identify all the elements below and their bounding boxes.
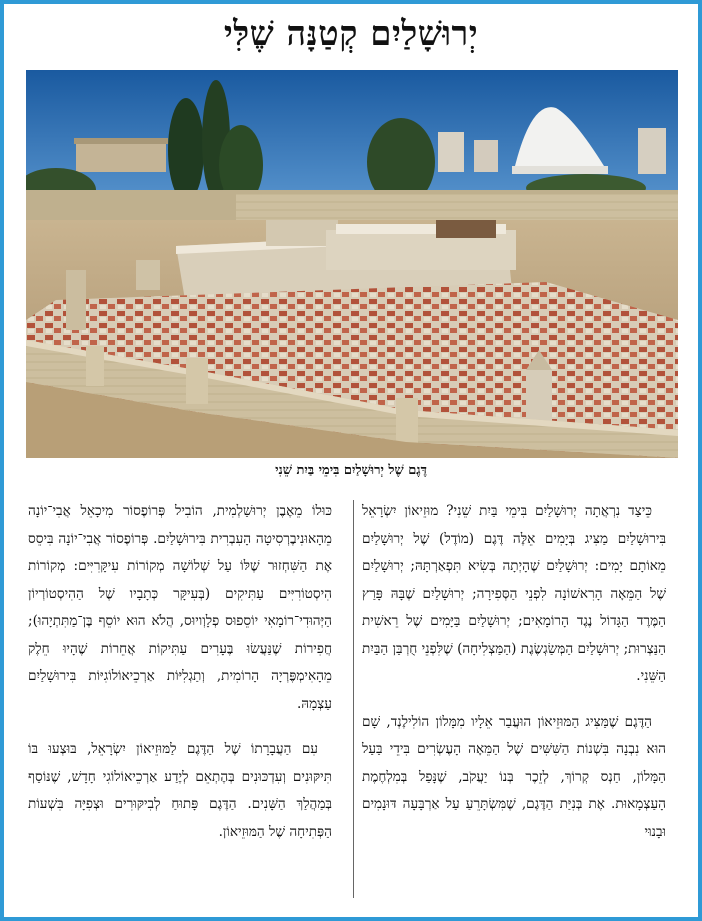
article-column-left (28, 498, 332, 864)
paragraph: הַדֶּגֶם שֶׁמַּצִּיג הַמּוּזֵיאוֹן הוּעֲבַר אֵלָיו מִמָּלוֹן הוֹלִילֶנְד, שָׁם הוּא נִבְנָה בִּשְׁנוֹת הַשִּׁשִּׁים שֶׁל הַמֵּאָה הָעֶשְׂרִים בִּידֵי בַּעַל הַמָּלוֹן, חַנְס קְרוֹךְ, לְזֵכֶר בְּנוֹ יַעֲקֹב, שֶׁנָּפַל בְּמִלְחֶמֶת הָעַצְמָאוּת. אֶת בְּנִיַּת הַדֶּגֶם, שֶׁמִּשְׂתָּרֵעַ עַל אַרְבָּעָה דּוּנָמִים וּבָנוּי (362, 713, 666, 840)
paragraph: עִם הַעֲבָרָתוֹ שֶׁל הַדֶּגֶם לַמּוּזֵיאוֹן יִשְׂרָאֵל, בּוּצְעוּ בּוֹ תִּיקּוּנִים וְעִדְכּוּנִים בְּהֶתְאֵם לְיֶדַע אַרְכֵיאוֹלוֹגִי חָדָשׁ, שֶׁנּוֹסַף בְּמַהֲלַךְ הַשָּׁנִים. הַדֶּגֶם פָּתוּחַ לְבִיקּוּרִים וּצְפִיָּה בִּשְׁעוֹת הַפְּתִיחָה שֶׁל הַמּוּזֵיאוֹן. (28, 741, 332, 840)
paragraph: כֵּיצַד נִרְאֲתָה יְרוּשָׁלַיִם בִּימֵי בַּיִת שֵׁנִי? מוּזֵיאוֹן יִשְׂרָאֵל בִּירוּשָׁלַיִם מַצִּיג בְּיָמִים אֵלֶּה דֶּגֶם (מוֹדֶל) שֶׁל יְרוּשָׁלַיִם מֵאוֹתָם יָמִים: יְרוּשָׁלַיִם שֶׁהָיְתָה בְּשִׂיא תִּפְאַרְתָּהּ; יְרוּשָׁלַיִם שֶׁל הַמֵּאָה הָרִאשׁוֹנָה לִפְנֵי הַסְּפִירָה; יְרוּשָׁלַיִם שֶׁבָּהּ פָּרַץ הַמֶּרֶד הַגָּדוֹל נֶגֶד הָרוֹמָאִים; יְרוּשָׁלַיִם בַּיָּמִים שֶׁל רֵאשִׁית הַנַּצְרוּת; יְרוּשָׁלַיִם הַמְּשַׂגְשֶׂגֶת (הַמַּצְלִיחָה) שֶׁלִּפְנֵי חֻרְבַּן הַבַּיִת הַשֵּׁנִי. (362, 503, 666, 684)
photo-caption: דֶּגֶם שֶׁל יְרוּשָׁלַיִם בִּימֵי בַּיִת שֵׁנִי (275, 463, 427, 478)
page-title: יְרוּשָׁלַיִם קְטַנָּה שֶׁלִּי (223, 14, 479, 54)
jerusalem-model-photo (26, 70, 678, 458)
article-column-right (362, 498, 666, 864)
column-divider (353, 500, 354, 898)
paragraph: כּוּלוֹ מֵאֶבֶן יְרוּשַׁלְמִית, הוֹבִיל פְּרוֹפֶסוֹר מִיכָאֵל אֲבִי־יוֹנָה מֵהָאוּנִיבֶרְסִיטָה הָעִבְרִית בִּירוּשָׁלַיִם. פְּרוֹפֶסוֹר אֲבִי־יוֹנָה בִּיסֵס אֶת הַשִּׁחְזוּר שֶׁלּוֹ עַל שְׁלוֹשָׁה מְקוֹרוֹת עִיקָּרִיִּים: מְקוֹרוֹת הִיסְטוֹרִיִּים עַתִּיקִים (בְּעִיקָּר כְּתָבָיו שֶׁל הַהִיסְטוֹרְיוֹן הַיְּהוּדִי־רוֹמָאִי יוֹסֵפוּס פְלָוְויוּס, הֲלֹא הוּא יוֹסֵף בֶּן־מַתִּתְיָהוּ); חֲפִירוֹת שֶׁנַּעֲשׂוּ בֶּעָרִים עַתִּיקוֹת אֲחֵרוֹת שֶׁהָיוּ חֵלֶק מֵהָאִימְפֶּרְיָה הָרוֹמִית, וְתַגְלִיּוֹת אַרְכֵיאוֹלוֹגִיּוֹת בִּירוּשָׁלַיִם עַצְמָהּ. (28, 503, 332, 712)
